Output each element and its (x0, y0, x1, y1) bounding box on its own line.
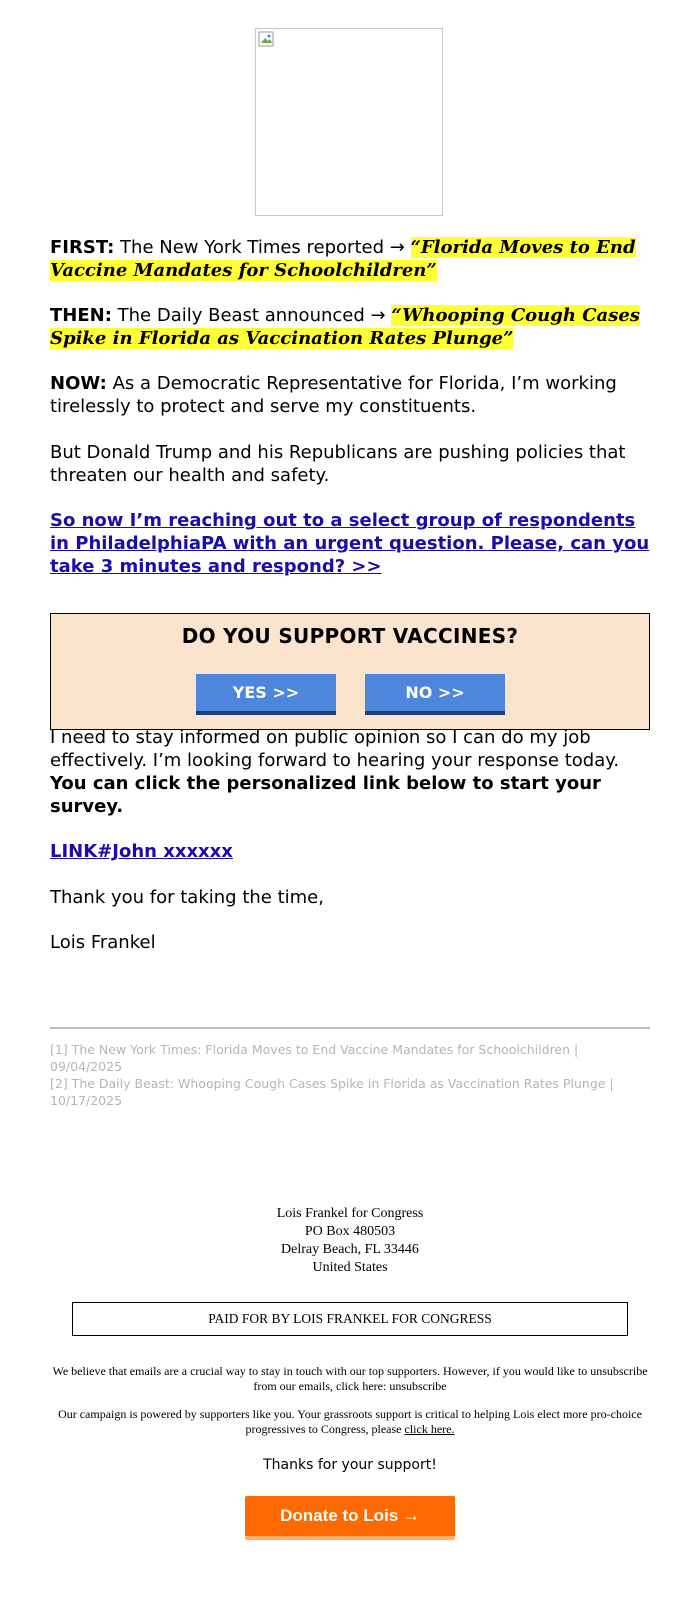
now-label: NOW: (50, 373, 107, 394)
now-paragraph (50, 372, 650, 418)
first-text: The New York Times reported → (114, 237, 411, 258)
no-button[interactable]: NO >> (365, 674, 505, 715)
grassroots-text: Our campaign is powered by supporters like you. Your grassroots support is critical to helping Lois elect more pro-choice progressives to Congress, please (58, 1407, 642, 1436)
informed-paragraph (50, 726, 650, 818)
informed-text: I need to stay informed on public opinion so I can do my job effectively. I’m looking forward to hearing your response today. (50, 727, 620, 771)
address-line-2: PO Box 480503 (304, 1224, 396, 1239)
personalized-survey-link[interactable]: LINK#John xxxxxx (50, 841, 233, 862)
then-headline: “Whooping Cough Cases Spike in Florida as Vaccination Rates Plunge” (50, 305, 640, 349)
mailing-address (0, 1205, 700, 1277)
cta-paragraph (50, 509, 650, 578)
footnotes (50, 1027, 650, 1109)
address-line-4: United States (312, 1260, 388, 1275)
thanks-text: Thanks for your support! (263, 1457, 437, 1473)
unsubscribe-text: We believe that emails are a crucial way to stay in touch with our top supporters. However, if you would like to unsubscribe from our emails, click here: (52, 1364, 648, 1393)
trump-paragraph: But Donald Trump and his Republicans are pushing policies that threaten our health and safety. (50, 442, 626, 486)
signature-text: Lois Frankel (50, 932, 156, 953)
first-paragraph (50, 236, 650, 282)
unsubscribe-notice (50, 1364, 650, 1394)
survey-question: DO YOU SUPPORT VACCINES? (181, 624, 519, 648)
grassroots-notice (50, 1407, 650, 1437)
personal-link-paragraph (50, 840, 650, 863)
unsubscribe-link[interactable]: unsubscribe (389, 1379, 447, 1393)
address-line-3: Delray Beach, FL 33446 (281, 1242, 419, 1257)
yes-button[interactable]: YES >> (196, 674, 336, 715)
informed-bold-text: You can click the personalized link below to start your survey. (50, 773, 601, 817)
survey-box (50, 613, 650, 730)
then-paragraph (50, 304, 650, 350)
logo-image (255, 28, 443, 216)
survey-cta-link[interactable]: So now I’m reaching out to a select group of respondents in PhiladelphiaPA with an urgent question. Please, can you take 3 minutes and respond? >> (50, 510, 650, 577)
address-line-1: Lois Frankel for Congress (276, 1206, 424, 1221)
footnote-1: [1] The New York Times: Florida Moves to End Vaccine Mandates for Schoolchildren | 09/04/2025 (50, 1042, 579, 1074)
first-headline: “Florida Moves to End Vaccine Mandates for Schoolchildren” (50, 237, 636, 281)
then-text: The Daily Beast announced → (111, 305, 392, 326)
closing-text: Thank you for taking the time, (50, 887, 324, 908)
paid-for-disclaimer: PAID FOR BY LOIS FRANKEL FOR CONGRESS (72, 1302, 628, 1336)
broken-image-icon (258, 31, 274, 47)
now-text: As a Democratic Representative for Florida, I’m working tirelessly to protect and serve my constituents. (50, 373, 617, 417)
then-label: THEN: (50, 305, 112, 326)
footnote-2: [2] The Daily Beast: Whooping Cough Cases Spike in Florida as Vaccination Rates Plunge | 10/17/2025 (50, 1076, 614, 1108)
grassroots-click-here-link[interactable]: click here. (404, 1422, 455, 1436)
donate-button[interactable]: Donate to Lois → (245, 1496, 455, 1540)
first-label: FIRST: (50, 237, 115, 258)
